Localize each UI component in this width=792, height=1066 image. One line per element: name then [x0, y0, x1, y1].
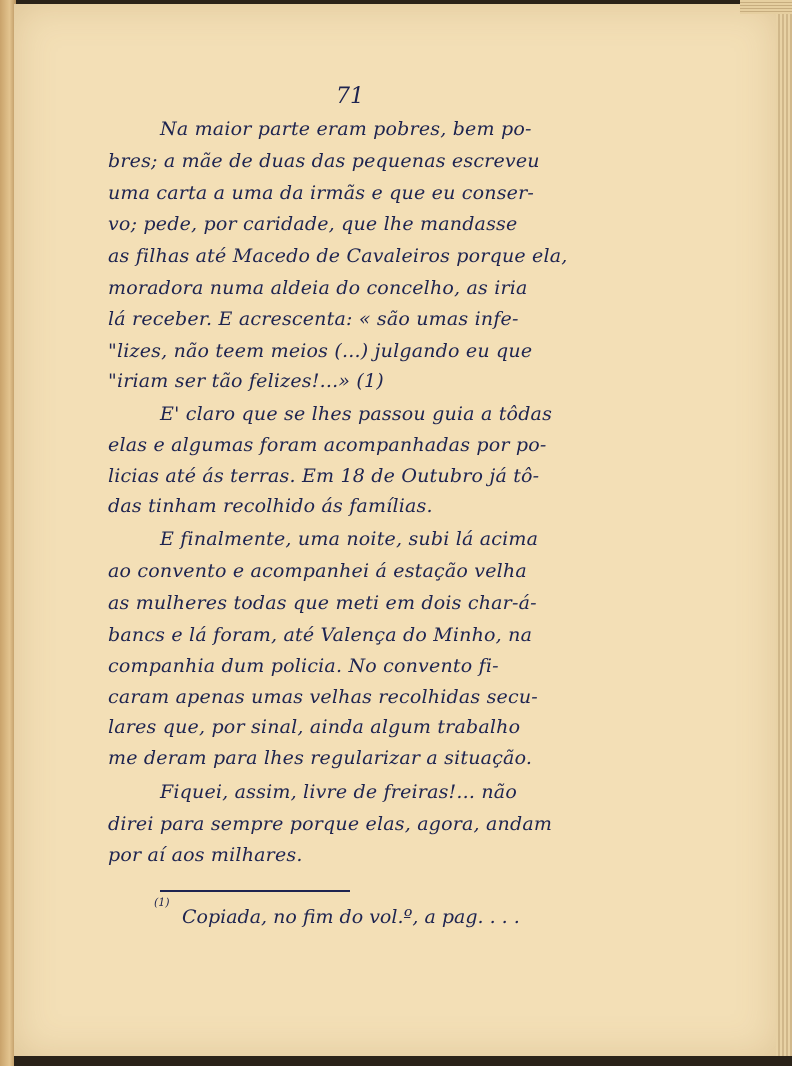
text-line: Na maior parte eram pobres, bem po- — [160, 118, 532, 140]
text-line: as mulheres todas que meti em dois char-á- — [108, 592, 537, 614]
text-line: uma carta a uma da irmãs e que eu conser- — [108, 182, 534, 204]
page-stack-top-edge — [740, 0, 792, 14]
footnote-rule — [160, 890, 350, 892]
text-line: lares que, por sinal, ainda algum trabalho — [108, 716, 521, 738]
page-number: 71 — [336, 84, 364, 109]
text-line: moradora numa aldeia do concelho, as iria — [108, 277, 528, 299]
text-line: licias até ás terras. Em 18 de Outubro já tô- — [108, 465, 540, 487]
text-line: companhia dum policia. No convento fi- — [108, 655, 499, 677]
text-line: elas e algumas foram acompanhadas por po- — [108, 434, 547, 456]
text-line: me deram para lhes regularizar a situação. — [108, 747, 533, 769]
text-line: "lizes, não teem meios (...) julgando eu que — [108, 340, 533, 362]
text-line: Fiquei, assim, livre de freiras!... não — [160, 781, 517, 803]
text-line: direi para sempre porque elas, agora, andam — [108, 813, 553, 835]
text-line: por aí aos milhares. — [108, 844, 303, 866]
text-line: E finalmente, uma noite, subi lá acima — [160, 528, 539, 550]
text-line: caram apenas umas velhas recolhidas secu- — [108, 686, 538, 708]
text-line: ao convento e acompanhei á estação velha — [108, 560, 527, 582]
text-line: lá receber. E acrescenta: « são umas infe- — [108, 308, 519, 330]
text-line: E' claro que se lhes passou guia a tôdas — [160, 403, 553, 425]
bottom-shadow — [14, 1056, 792, 1066]
text-line: bancs e lá foram, até Valença do Minho, na — [108, 624, 533, 646]
text-line: "iriam ser tão felizes!...» (1) — [108, 370, 384, 392]
text-line: das tinham recolhido ás famílias. — [108, 495, 433, 517]
footnote-marker: (1) — [154, 896, 170, 909]
text-line: bres; a mãe de duas das pequenas escreveu — [108, 150, 540, 172]
text-line: vo; pede, por caridade, que lhe mandasse — [108, 213, 518, 235]
text-line: as filhas até Macedo de Cavaleiros porque ela, — [108, 245, 568, 267]
page-stack-edge — [776, 0, 792, 1066]
footnote-text: Copiada, no fim do vol.º, a pag. . . . — [182, 906, 520, 928]
